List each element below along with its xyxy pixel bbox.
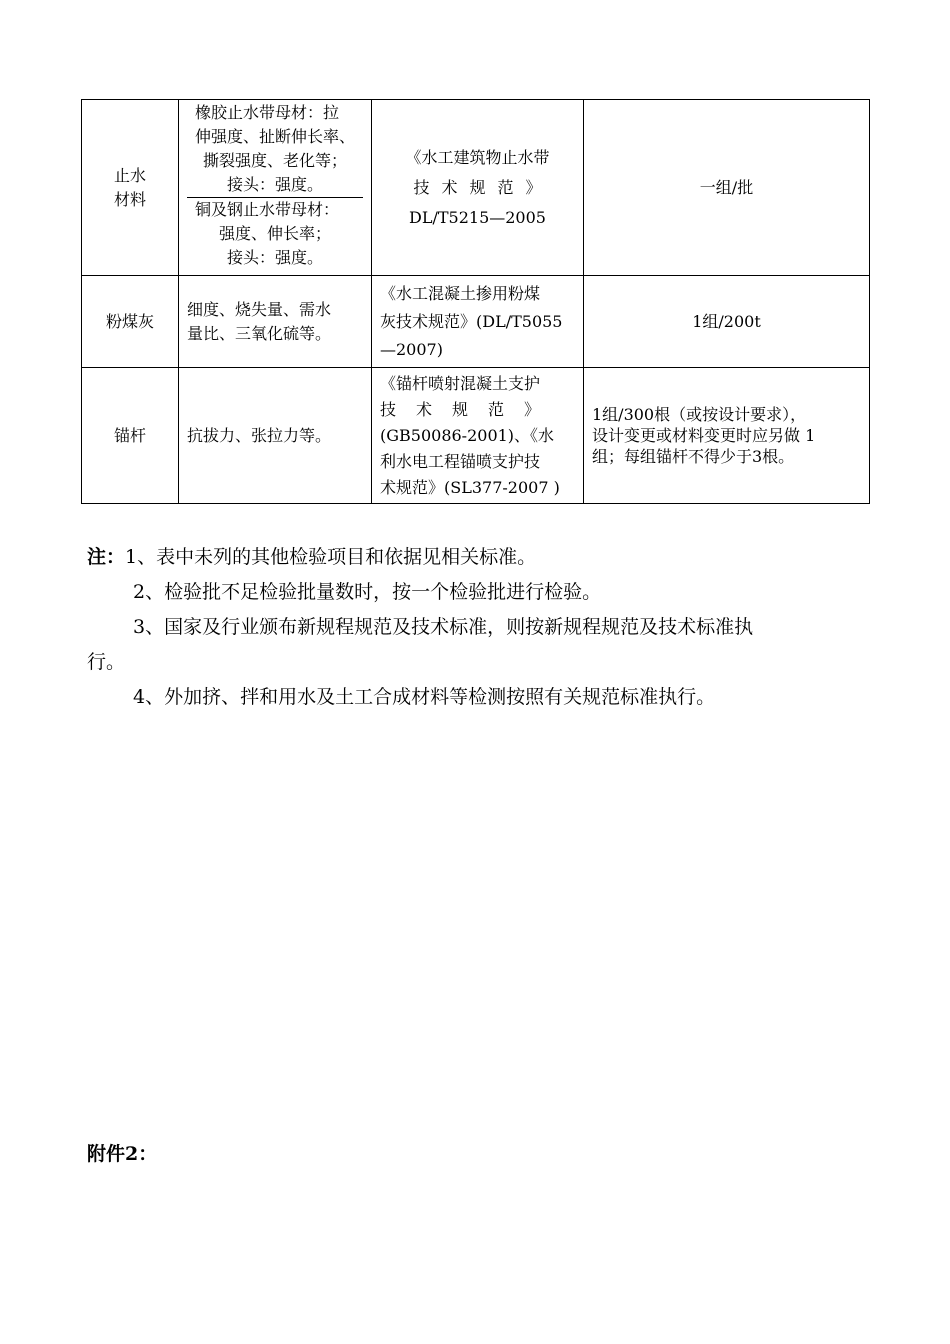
note-1: [87, 540, 877, 575]
item-line: 橡胶止水带母材：拉: [195, 103, 340, 122]
frequency-cell: [584, 368, 870, 504]
item-line: 量比、三氧化硫等。: [187, 323, 332, 343]
material-cell: [82, 100, 179, 276]
standard-line: 《锚杆喷射混凝土支护: [380, 373, 541, 393]
standard-line: 技术规范》: [413, 177, 554, 197]
frequency-line: 1组/300根（或按设计要求），: [592, 405, 807, 424]
attachment-heading: 附件2：: [87, 1143, 158, 1165]
item-line: 强度、伸长率；: [218, 224, 331, 243]
item-line: 撕裂强度、老化等；: [202, 151, 347, 170]
table-row: [82, 100, 870, 276]
table-row: [82, 276, 870, 368]
standard-cell: [372, 276, 584, 368]
standard-line: (GB50086-2001)、《水: [380, 425, 555, 445]
notes-section: [87, 540, 877, 715]
sub-item-metal: [187, 198, 363, 274]
item-line: 铜及钢止水带母材：: [195, 200, 340, 219]
item-line: 接头：强度。: [226, 175, 323, 194]
notes-label: 注：: [87, 546, 126, 568]
sub-item-rubber: [187, 101, 363, 198]
item-line: 伸强度、扯断伸长率、: [195, 127, 356, 146]
material-cell: 粉煤灰: [82, 276, 179, 368]
material-cell: 锚杆: [82, 368, 179, 504]
material-label: 材料: [113, 189, 146, 209]
note-4: 4、外加挤、拌和用水及土工合成材料等检测按照有关规范标准执行。: [133, 686, 716, 708]
frequency-line: 设计变更或材料变更时应另做 1: [592, 426, 816, 445]
items-cell: 抗拔力、张拉力等。: [179, 368, 372, 504]
frequency-line: 组；每组锚杆不得少于3根。: [592, 447, 795, 466]
table-row: [82, 368, 870, 504]
standard-line: —2007): [380, 339, 443, 359]
standard-line: DL/T5215—2005: [409, 207, 546, 227]
item-line: 细度、烧失量、需水: [187, 299, 332, 319]
standard-cell: [372, 100, 584, 276]
standard-line: 《水工建筑物止水带: [405, 147, 550, 167]
item-line: 接头：强度。: [226, 248, 323, 267]
note-text: 1、表中未列的其他检验项目和依据见相关标准。: [125, 546, 537, 568]
inspection-table: [81, 99, 870, 504]
items-cell: [179, 100, 372, 276]
note-2: 2、检验批不足检验批量数时，按一个检验批进行检验。: [133, 581, 602, 603]
note-3: 3、国家及行业颁布新规程规范及技术标准，则按新规程规范及技术标准执: [133, 616, 754, 638]
standard-line: 术规范》(SL377-2007 ): [380, 477, 560, 497]
note-3-continued: 行。: [87, 651, 126, 673]
items-cell: [179, 276, 372, 368]
frequency-cell: 一组/批: [584, 100, 870, 276]
standard-line: 利水电工程锚喷支护技: [380, 451, 541, 471]
material-label: 止水: [113, 165, 146, 185]
frequency-cell: 1组/200t: [584, 276, 870, 368]
standard-line: 技术规范》: [380, 399, 561, 419]
standard-line: 《水工混凝土掺用粉煤: [380, 283, 541, 303]
standard-cell: [372, 368, 584, 504]
standard-line: 灰技术规范》(DL/T5055: [380, 311, 563, 331]
